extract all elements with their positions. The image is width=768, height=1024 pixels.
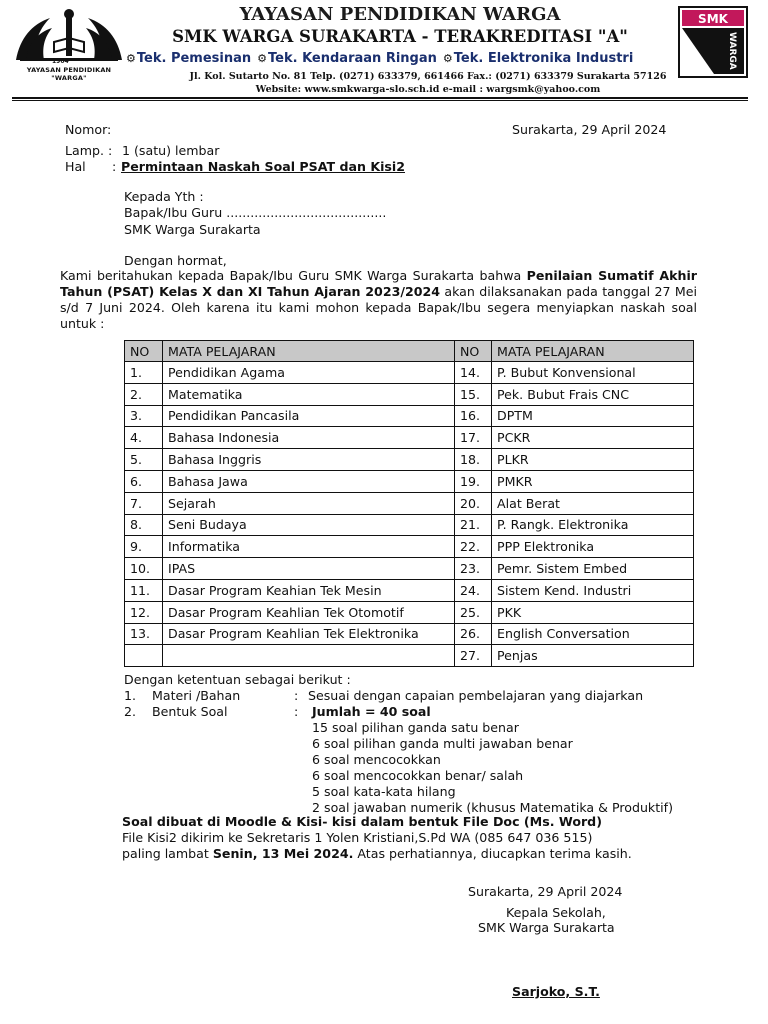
cell-subject: Dasar Program Keahlian Tek Elektronika [163, 623, 455, 645]
cell-subject [163, 645, 455, 667]
foundation-emblem-icon [10, 8, 128, 66]
question-total: Jumlah = 40 soal [312, 704, 431, 719]
cell-no: 4. [125, 427, 163, 449]
cell-subject: PCKR [492, 427, 694, 449]
provision-no: 1. [124, 688, 137, 703]
cell-no: 11. [125, 579, 163, 601]
table-row [125, 470, 694, 492]
cell-no: 5. [125, 449, 163, 471]
cell-subject: PMKR [492, 470, 694, 492]
deadline-note [122, 846, 632, 862]
gear-bullet-icon: ⚙ [257, 52, 268, 65]
table-row [125, 601, 694, 623]
table-row [125, 449, 694, 471]
recipient-org: SMK Warga Surakarta [124, 222, 261, 237]
cell-subject: Matematika [163, 383, 455, 405]
program-item: ⚙Tek. Elektronika Industri [442, 51, 634, 66]
cell-no: 1. [125, 362, 163, 384]
provision-colon: : [294, 704, 299, 719]
cell-no [125, 645, 163, 667]
subject-table [124, 340, 694, 667]
header-divider-thin [12, 100, 748, 101]
deadline-date: Senin, 13 Mei 2024. [212, 846, 354, 861]
cell-subject: IPAS [163, 558, 455, 580]
cell-subject: Pemr. Sistem Embed [492, 558, 694, 580]
cell-no: 15. [455, 383, 492, 405]
header-subject: MATA PELAJARAN [163, 341, 455, 362]
cell-subject: Pendidikan Agama [163, 362, 455, 384]
deadline-pre: paling lambat [122, 846, 213, 861]
letter-subject: Permintaan Naskah Soal PSAT dan Kisi2 [121, 159, 405, 174]
table-row [125, 427, 694, 449]
table-row [125, 362, 694, 384]
cell-subject: Bahasa Indonesia [163, 427, 455, 449]
cell-subject: Sejarah [163, 492, 455, 514]
para-text-1: Kami beritahukan kepada Bapak/Ibu Guru SMK Warga Surakarta bahwa [60, 268, 527, 283]
table-row [125, 514, 694, 536]
table-row [125, 536, 694, 558]
closing-title: Kepala Sekolah, [506, 905, 606, 920]
cell-no: 20. [455, 492, 492, 514]
org-name: YAYASAN PENDIDIKAN WARGA [239, 4, 561, 25]
kisi-note: File Kisi2 dikirim ke Sekretaris 1 Yolen Kristiani,S.Pd WA (085 647 036 515) [122, 830, 593, 845]
table-header-row [125, 341, 694, 362]
cell-no: 6. [125, 470, 163, 492]
cell-subject: Penjas [492, 645, 694, 667]
cell-no: 25. [455, 601, 492, 623]
table-row [125, 383, 694, 405]
cell-no: 7. [125, 492, 163, 514]
cell-no: 16. [455, 405, 492, 427]
cell-subject: Pendidikan Pancasila [163, 405, 455, 427]
cell-subject: Dasar Program Keahlian Tek Otomotif [163, 601, 455, 623]
school-address [178, 70, 678, 96]
gear-bullet-icon: ⚙ [442, 52, 453, 65]
gear-bullet-icon: ⚙ [126, 52, 136, 65]
body-paragraph [60, 268, 697, 332]
cell-subject: PKK [492, 601, 694, 623]
cell-no: 21. [455, 514, 492, 536]
table-row [125, 623, 694, 645]
cell-no: 2. [125, 383, 163, 405]
signer-name: Sarjoko, S.T. [512, 984, 600, 999]
para-text-2: akan dilaksanakan pada tanggal 27 Mei s/d 7 Juni 2024. Oleh karena itu kami mohon kepada Bapak/Ibu segera menyiapkan naskah soal untuk : [60, 284, 697, 331]
program-list [126, 51, 681, 69]
letter-date: Surakarta, 29 April 2024 [512, 122, 667, 137]
cell-subject: Pek. Bubut Frais CNC [492, 383, 694, 405]
school-name: SMK WARGA SURAKARTA - TERAKREDITASI "A" [172, 27, 628, 46]
question-detail: 6 soal mencocokkan [312, 752, 441, 767]
cell-no: 17. [455, 427, 492, 449]
cell-no: 10. [125, 558, 163, 580]
header-subject: MATA PELAJARAN [492, 341, 694, 362]
cell-no: 23. [455, 558, 492, 580]
cell-subject: Bahasa Jawa [163, 470, 455, 492]
cell-subject: Seni Budaya [163, 514, 455, 536]
cell-subject: Alat Berat [492, 492, 694, 514]
lamp-label: Lamp. : [65, 143, 113, 158]
provision-value: Sesuai dengan capaian pembelajaran yang diajarkan [308, 688, 644, 703]
table-row [125, 579, 694, 601]
lamp-value: 1 (satu) lembar [122, 143, 220, 158]
badge-top-text: SMK [698, 12, 728, 26]
hal-label: Hal [65, 159, 86, 174]
cell-subject: Bahasa Inggris [163, 449, 455, 471]
cell-no: 8. [125, 514, 163, 536]
recipient-line: Bapak/Ibu Guru ........................................ [124, 205, 387, 220]
address-line: Jl. Kol. Sutarto No. 81 Telp. (0271) 633379, 661466 Fax.: (0271) 633379 Surakarta 57126 [189, 71, 667, 82]
cell-subject: Sistem Kend. Industri [492, 579, 694, 601]
provision-colon: : [294, 688, 299, 703]
greeting: Dengan hormat, [124, 253, 227, 268]
cell-no: 26. [455, 623, 492, 645]
cell-no: 24. [455, 579, 492, 601]
cell-subject: P. Rangk. Elektronika [492, 514, 694, 536]
cell-subject: English Conversation [492, 623, 694, 645]
program-item: ⚙Tek. Kendaraan Ringan [257, 51, 437, 66]
table-row [125, 492, 694, 514]
web-line: Website: www.smkwarga-slo.sch.id e-mail : wargsmk@yahoo.com [255, 84, 601, 95]
question-detail: 5 soal kata-kata hilang [312, 784, 456, 799]
cell-no: 18. [455, 449, 492, 471]
table-row [125, 405, 694, 427]
question-detail: 6 soal pilihan ganda multi jawaban benar [312, 736, 573, 751]
deadline-post: Atas perhatiannya, diucapkan terima kasih. [353, 846, 632, 861]
header-no: NO [125, 341, 163, 362]
nomor-label: Nomor: [65, 122, 112, 137]
provisions-intro: Dengan ketentuan sebagai berikut : [124, 672, 351, 687]
program-item: ⚙Tek. Pemesinan [126, 51, 252, 66]
cell-no: 13. [125, 623, 163, 645]
logo-caption: YAYASAN PENDIDIKAN "WARGA" [26, 66, 112, 82]
provision-no: 2. [124, 704, 137, 719]
provision-label: Bentuk Soal [152, 704, 228, 719]
cell-no: 9. [125, 536, 163, 558]
cell-subject: DPTM [492, 405, 694, 427]
badge-side-text: WARGA [727, 32, 737, 70]
header-no: NO [455, 341, 492, 362]
cell-subject: P. Bubut Konvensional [492, 362, 694, 384]
closing-org: SMK Warga Surakarta [478, 920, 615, 935]
cell-no: 3. [125, 405, 163, 427]
cell-no: 22. [455, 536, 492, 558]
cell-no: 27. [455, 645, 492, 667]
kepada-label: Kepada Yth : [124, 189, 204, 204]
closing-date: Surakarta, 29 April 2024 [468, 884, 623, 899]
logo-year: 1904 [52, 58, 69, 65]
provision-label: Materi /Bahan [152, 688, 241, 703]
cell-no: 14. [455, 362, 492, 384]
table-row [125, 558, 694, 580]
question-detail: 2 soal jawaban numerik (khusus Matematika & Produktif) [312, 800, 673, 815]
table-row [125, 645, 694, 667]
question-detail: 15 soal pilihan ganda satu benar [312, 720, 519, 735]
header-divider [12, 97, 748, 99]
cell-subject: PLKR [492, 449, 694, 471]
question-detail: 6 soal mencocokkan benar/ salah [312, 768, 524, 783]
cell-subject: Dasar Program Keahian Tek Mesin [163, 579, 455, 601]
hal-colon: : [112, 159, 117, 174]
smk-badge-icon [678, 6, 748, 78]
cell-subject: Informatika [163, 536, 455, 558]
smk-badge [678, 6, 748, 78]
para-exam-name: Penilaian Sumatif Akhir Tahun (PSAT) Kelas X dan XI Tahun Ajaran 2023/2024 [60, 268, 697, 299]
cell-subject: PPP Elektronika [492, 536, 694, 558]
cell-no: 12. [125, 601, 163, 623]
moodle-note: Soal dibuat di Moodle & Kisi- kisi dalam bentuk File Doc (Ms. Word) [122, 814, 602, 829]
cell-no: 19. [455, 470, 492, 492]
